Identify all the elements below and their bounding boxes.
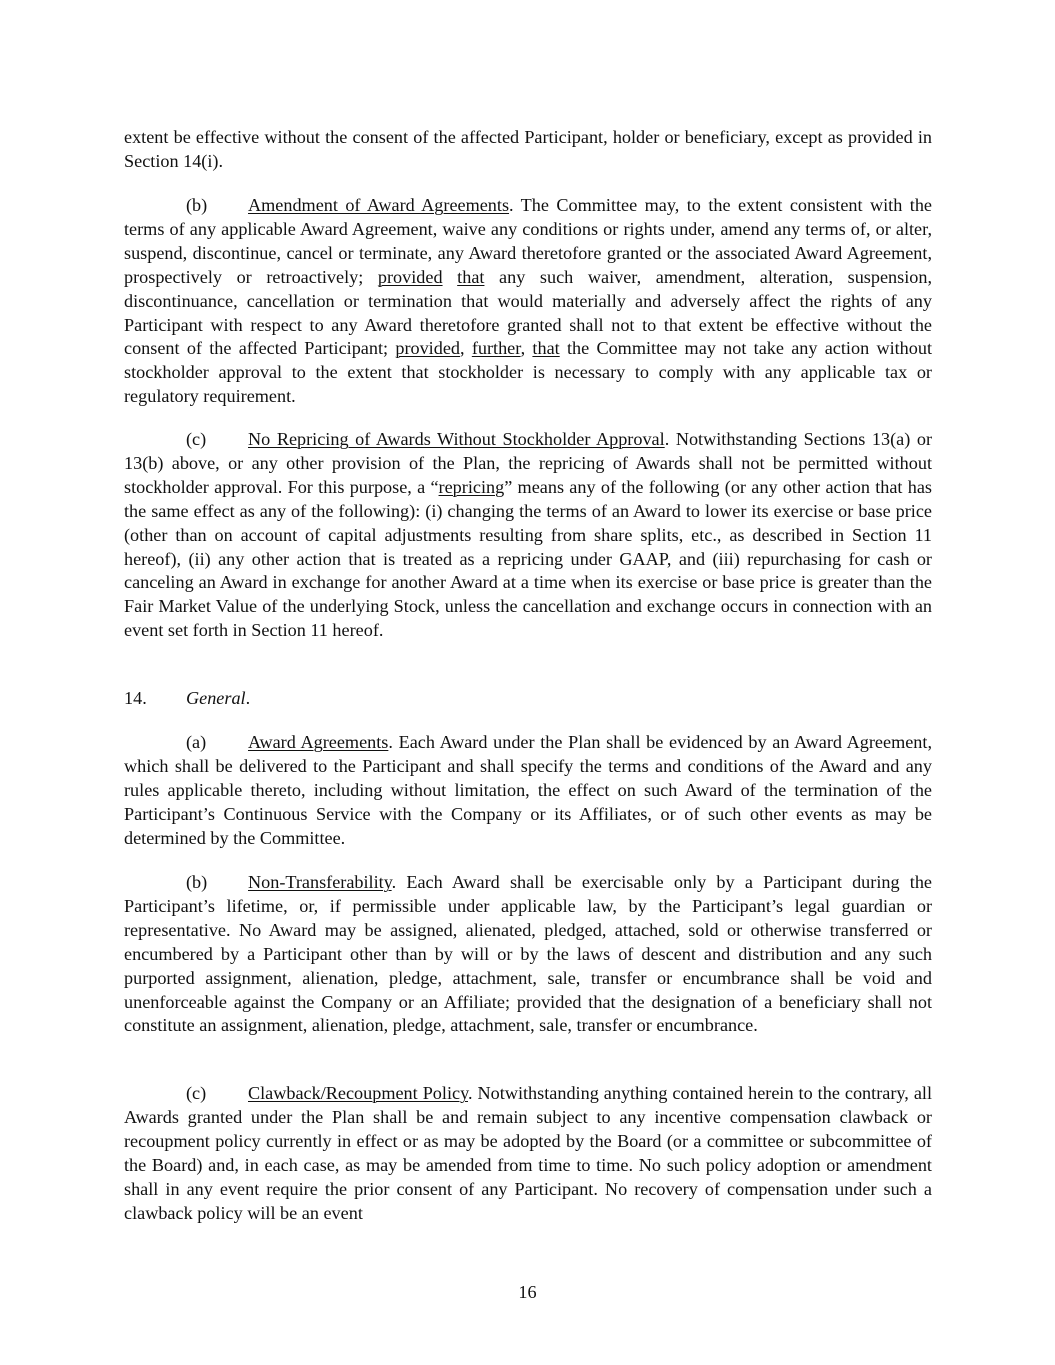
intro-text: extent be effective without the consent of the affected Participant, holder or beneficiary, except as provided in Section 14(i).: [124, 127, 932, 171]
clause-text: . Notwithstanding anything contained herein to the contrary, all Awards granted under the Plan shall be and remain subject to any incentive compensation clawback or recoupment policy currently in effect or as may be adopted by the Board (or a committee or subcommittee of the Board) and, in each case, as may be amended from time to time. No such policy adoption or amendment shall in any event require the prior consent of any Participant. No recovery of compensation under such a clawback policy will be an event: [124, 1083, 933, 1223]
page-number: 16: [518, 1282, 537, 1302]
clause-title: No Repricing of Awards Without Stockholder Approval: [248, 429, 665, 449]
section-heading-14: 14. General.: [124, 687, 250, 711]
clause-label: (c): [186, 429, 207, 449]
clause-text: . The Committee may, to the extent consistent with the terms of any applicable Award Agreement, waive any conditions or rights under, amend any terms of, or alter, suspend, discontinue, cancel or terminate, any Award theretofore granted or the associated Award Agreement, prospectively or retroactively;: [124, 195, 932, 287]
paragraph-14c: [124, 1082, 932, 1225]
clause-text: . Each Award shall be exercisable only by a Participant during the Participant’s lifetime, or, if permissible under applicable law, by the Participant’s legal guardian or representative. No Award may be assigned, alienated, pledged, attached, sold or otherwise transferred or encumbered by a Participant other than by will or by the laws of descent and distribution and any such purported assignment, alienation, pledge, attachment, sale, transfer or encumbrance shall be void and unenforceable against the Company or an Affiliate; provided that the designation of a beneficiary shall not constitute an assignment, alienation, pledge, attachment, sale, transfer or encumbrance.: [124, 872, 932, 1036]
clause-title: Clawback/Recoupment Policy: [248, 1083, 468, 1103]
clause-label: (a): [186, 732, 207, 752]
paragraph-13b: (b) Amendment of Award Agreements. The Committee may, to the extent consistent with the terms of any applicable Award Agreement, waive any conditions or rights under, amend any terms of, or alter, suspend, discontinue, cancel or terminate, any Award theretofore granted or the associated Award Agreement, prospectively or retroactively; provided that any such waiver, amendment, alteration, suspension, discontinuance, cancellation or termination that would materially and adversely affect the rights of any Participant with respect to any Award theretofore granted shall not to that extent be effective without the consent of the affected Participant; provided, further, that the Committee may not take any action without stockholder approval to the extent that stockholder is necessary to comply with any applicable tax or regulatory requirement.: [124, 195, 933, 407]
paragraph-13c: [124, 428, 932, 643]
paragraph-intro: [124, 126, 932, 174]
clause-title: Non-Transferability: [248, 872, 392, 892]
section-title: General: [186, 688, 246, 708]
clause-label: (b): [186, 195, 208, 215]
clause-text: . Notwithstanding Sections 13(a) or 13(b) above, or any other provision of the Plan, the repricing of Awards shall not be permitted without stockholder approval. For this purpose, a “: [124, 429, 933, 497]
further-term: further: [471, 338, 521, 359]
that-term: that: [532, 338, 560, 359]
clause-label: (c): [186, 1083, 207, 1103]
defined-term-repricing: repricing: [438, 476, 505, 497]
clause-text: any such waiver, amendment, alteration, suspension, discontinuance, cancellation or termination that would materially and adversely affect the rights of any Participant with respect to any Award theretofore granted shall not to that extent be effective without the consent of the affected Participant;: [124, 266, 932, 359]
provided-term: provided: [395, 338, 460, 359]
section-number: 14.: [124, 688, 147, 708]
that-term: that: [457, 266, 485, 287]
provided-term: provided: [377, 266, 443, 287]
paragraph-14b: [124, 871, 932, 1038]
paragraph-14a: [124, 731, 932, 851]
clause-title: Amendment of Award Agreements: [248, 195, 510, 215]
clause-title: Award Agreements: [248, 732, 389, 752]
clause-text: . Each Award under the Plan shall be evidenced by an Award Agreement, which shall be delivered to the Participant and shall specify the terms and conditions of the Award and any rules applicable thereto, including without limitation, the effect on such Award of the termination of the Participant’s Continuous Service with the Company or its Affiliates, or of such other events as may be determined by the Committee.: [124, 732, 932, 848]
clause-text: ” means any of the following (or any other action that has the same effect as any of the following): (i) changing the terms of an Award to lower its exercise or base price (other than on account of capital adjustments resulting from share splits, etc., as described in Section 11 hereof), (ii) any other action that is treated as a repricing under GAAP, and (iii) repurchasing for cash or canceling an Award in exchange for another Award at a time when its exercise or base price is greater than the Fair Market Value of the underlying Stock, unless the cancellation and exchange occurs in connection with an event set forth in Section 11 hereof.: [124, 476, 932, 641]
clause-label: (b): [186, 872, 208, 892]
clause-text: the Committee may not take any action without stockholder approval to the extent that stockholder is necessary to comply with any applicable tax or regulatory requirement.: [124, 338, 933, 407]
